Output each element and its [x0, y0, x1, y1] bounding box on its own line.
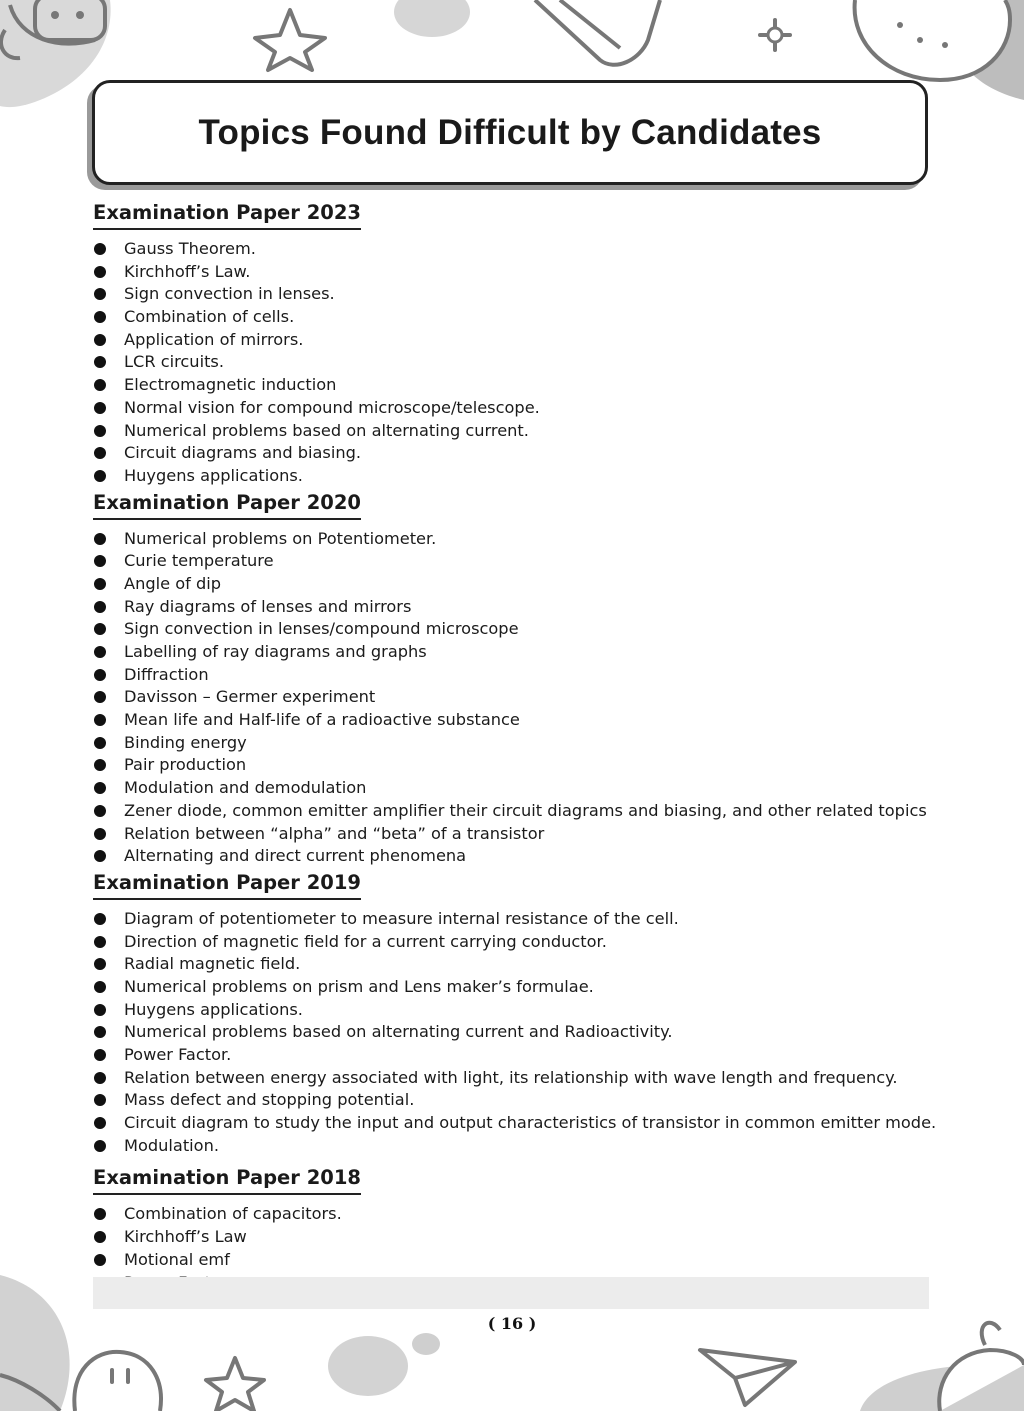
- list-item: Numerical problems based on alternating current and Radioactivity.: [93, 1021, 953, 1044]
- bullet-icon: [94, 311, 106, 323]
- list-item: Modulation.: [93, 1135, 953, 1158]
- bunny-doodle-icon: [939, 1323, 1024, 1411]
- bullet-icon: [94, 266, 106, 278]
- bullet-icon: [94, 913, 106, 925]
- list-item: Radial magnetic field.: [93, 953, 953, 976]
- list-item: Application of mirrors.: [93, 329, 953, 352]
- bullet-icon: [94, 828, 106, 840]
- bullet-icon: [94, 782, 106, 794]
- bullet-icon: [94, 425, 106, 437]
- bullet-icon: [94, 1094, 106, 1106]
- bullet-icon: [94, 646, 106, 658]
- bunny-doodle-icon: [0, 1352, 161, 1411]
- list-item: Davisson – Germer experiment: [93, 686, 953, 709]
- list-item: Diffraction: [93, 664, 953, 687]
- list-item: Sign convection in lenses.: [93, 283, 953, 306]
- bullet-icon: [94, 981, 106, 993]
- list-item: Huygens applications.: [93, 999, 953, 1022]
- bullet-icon: [94, 356, 106, 368]
- list-item: Normal vision for compound microscope/telescope.: [93, 397, 953, 420]
- list-item: Power Factor.: [93, 1044, 953, 1067]
- bullet-icon: [94, 1254, 106, 1266]
- list-item: Kirchhoff’s Law.: [93, 261, 953, 284]
- list-item: LCR circuits.: [93, 351, 953, 374]
- list-item: Numerical problems on prism and Lens maker’s formulae.: [93, 976, 953, 999]
- bullet-icon: [94, 1026, 106, 1038]
- bullet-icon: [94, 759, 106, 771]
- list-item: Labelling of ray diagrams and graphs: [93, 641, 953, 664]
- list-item: Kirchhoff’s Law: [93, 1226, 953, 1249]
- bullet-icon: [94, 737, 106, 749]
- list-item: Circuit diagram to study the input and output characteristics of transistor in common emitter mode.: [93, 1112, 953, 1135]
- bullet-icon: [94, 1072, 106, 1084]
- list-item: Diagram of potentiometer to measure internal resistance of the cell.: [93, 908, 953, 931]
- bullet-icon: [94, 555, 106, 567]
- bullet-icon: [94, 669, 106, 681]
- bullet-icon: [94, 805, 106, 817]
- topic-list: [93, 528, 953, 868]
- list-item: Relation between energy associated with light, its relationship with wave length and frequency.: [93, 1067, 953, 1090]
- bullet-icon: [94, 379, 106, 391]
- bullet-icon: [94, 1208, 106, 1220]
- bullet-icon: [94, 447, 106, 459]
- list-item: Motional emf: [93, 1249, 953, 1272]
- star-doodle-icon: [255, 10, 325, 70]
- section-heading: Examination Paper 2023: [93, 200, 361, 230]
- section-2023: [93, 200, 953, 488]
- bullet-icon: [94, 601, 106, 613]
- bullet-icon: [94, 936, 106, 948]
- pencil-doodle-icon: [535, 0, 660, 65]
- list-item: Zener diode, common emitter amplifier their circuit diagrams and biasing, and other related topics: [93, 800, 953, 823]
- section-2020: [93, 490, 953, 868]
- bullet-icon: [94, 288, 106, 300]
- bullet-icon: [94, 1140, 106, 1152]
- bullet-icon: [94, 691, 106, 703]
- bullet-icon: [94, 714, 106, 726]
- bullet-icon: [94, 334, 106, 346]
- list-item: Gauss Theorem.: [93, 238, 953, 261]
- list-item: Numerical problems on Potentiometer.: [93, 528, 953, 551]
- list-item: Huygens applications.: [93, 465, 953, 488]
- section-2018: [93, 1165, 953, 1294]
- list-item: Mean life and Half-life of a radioactive substance: [93, 709, 953, 732]
- bullet-icon: [94, 1004, 106, 1016]
- paper-plane-doodle-icon: [700, 1350, 795, 1405]
- title-box: [92, 80, 928, 185]
- section-heading: Examination Paper 2018: [93, 1165, 361, 1195]
- list-item: Numerical problems based on alternating current.: [93, 420, 953, 443]
- list-item: Binding energy: [93, 732, 953, 755]
- section-heading: Examination Paper 2020: [93, 490, 361, 520]
- page-number: ( 16 ): [487, 1314, 537, 1333]
- section-heading: Examination Paper 2019: [93, 870, 361, 900]
- bullet-icon: [94, 1049, 106, 1061]
- bullet-icon: [94, 1231, 106, 1243]
- list-item: Direction of magnetic field for a current carrying conductor.: [93, 931, 953, 954]
- plus-doodle-icon: [760, 20, 790, 50]
- list-item: Electromagnetic induction: [93, 374, 953, 397]
- list-item: Angle of dip: [93, 573, 953, 596]
- page-title: Topics Found Difficult by Candidates: [198, 112, 822, 152]
- bullet-icon: [94, 533, 106, 545]
- list-item: Modulation and demodulation: [93, 777, 953, 800]
- bullet-icon: [94, 578, 106, 590]
- footer-band: [93, 1277, 929, 1309]
- bullet-icon: [94, 623, 106, 635]
- topics-content: [93, 200, 953, 1296]
- list-item: Curie temperature: [93, 550, 953, 573]
- bullet-icon: [94, 850, 106, 862]
- bullet-icon: [94, 243, 106, 255]
- list-item: Ray diagrams of lenses and mirrors: [93, 596, 953, 619]
- list-item: Relation between “alpha” and “beta” of a transistor: [93, 823, 953, 846]
- topic-list: [93, 238, 953, 488]
- list-item: Combination of capacitors.: [93, 1203, 953, 1226]
- list-item: Circuit diagrams and biasing.: [93, 442, 953, 465]
- list-item: Combination of cells.: [93, 306, 953, 329]
- list-item: Pair production: [93, 754, 953, 777]
- bullet-icon: [94, 958, 106, 970]
- list-item: Sign convection in lenses/compound microscope: [93, 618, 953, 641]
- list-item: Alternating and direct current phenomena: [93, 845, 953, 868]
- topic-list: [93, 908, 953, 1158]
- bullet-icon: [94, 402, 106, 414]
- list-item: Mass defect and stopping potential.: [93, 1089, 953, 1112]
- section-2019: [93, 870, 953, 1158]
- bullet-icon: [94, 470, 106, 482]
- star-doodle-icon: [206, 1358, 264, 1411]
- bullet-icon: [94, 1117, 106, 1129]
